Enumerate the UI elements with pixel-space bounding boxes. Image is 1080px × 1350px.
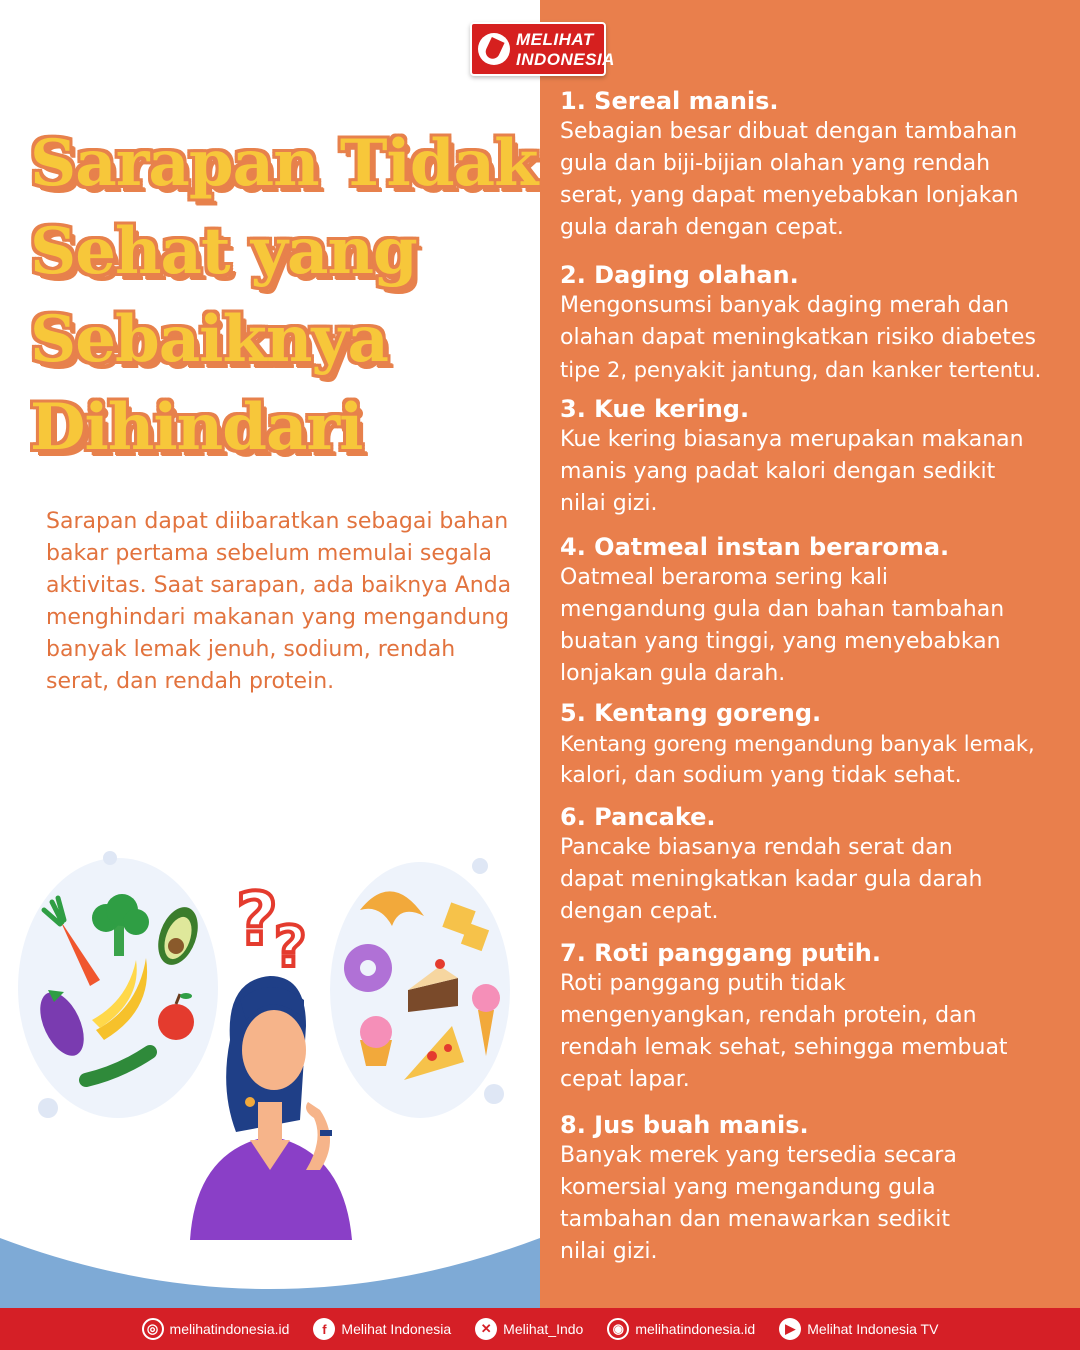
item-title: 2. Daging olahan. (560, 261, 799, 289)
item-line: gula darah dengan cepat. (560, 215, 844, 240)
item-line: mengandung gula dan bahan tambahan (560, 597, 1005, 622)
social-link-facebook[interactable] (313, 1318, 451, 1340)
item-title: 5. Kentang goreng. (560, 699, 822, 727)
globe-icon: ◎ (142, 1318, 164, 1340)
item-line: tipe 2, penyakit jantung, dan kanker tertentu. (560, 358, 1042, 382)
item-line: Kentang goreng mengandung banyak lemak, (560, 732, 1035, 756)
item-description (560, 832, 1075, 928)
social-label: melihatindonesia.id (635, 1321, 756, 1337)
item-title: 3. Kue kering. (560, 395, 750, 423)
list-item (560, 1110, 1075, 1268)
instagram-icon: ◉ (607, 1318, 629, 1340)
social-label: Melihat Indonesia (341, 1321, 452, 1337)
item-title: 4. Oatmeal instan beraroma. (560, 533, 950, 561)
title-line-4: Dihindari (30, 390, 363, 465)
right-panel (540, 0, 1080, 1308)
item-line: lonjakan gula darah. (560, 661, 786, 686)
table-surface (0, 1238, 540, 1308)
social-label: Melihat_Indo (503, 1321, 584, 1337)
item-title: 8. Jus buah manis. (560, 1111, 809, 1139)
item-description (560, 562, 1075, 690)
item-title: 7. Roti panggang putih. (560, 939, 881, 967)
social-label: melihatindonesia.id (169, 1321, 290, 1337)
list-item (560, 938, 1075, 1096)
item-line: manis yang padat kalori dengan sedikit (560, 459, 996, 484)
item-line: rendah lemak sehat, sehingga membuat (560, 1035, 1008, 1060)
logo-text-line-2: INDONESIA (516, 50, 615, 69)
item-description (560, 116, 1075, 244)
item-line: Mengonsumsi banyak daging merah dan (560, 293, 1010, 318)
social-link-youtube[interactable] (779, 1318, 938, 1340)
item-line: Banyak merek yang tersedia secara (560, 1143, 957, 1168)
facebook-icon: f (313, 1318, 335, 1340)
item-line: dapat meningkatkan kadar gula darah (560, 867, 983, 892)
list-item (560, 86, 1075, 244)
cupcake-icon (360, 1016, 392, 1066)
social-link-instagram[interactable] (607, 1318, 755, 1340)
item-description (560, 290, 1075, 386)
item-line: kalori, dan sodium yang tidak sehat. (560, 763, 962, 788)
social-link-x[interactable] (475, 1318, 583, 1340)
item-line: cepat lapar. (560, 1067, 690, 1092)
item-line: Oatmeal beraroma sering kali (560, 565, 889, 590)
item-line: buatan yang tinggi, yang menyebabkan (560, 629, 1001, 654)
list-item (560, 260, 1075, 386)
list-item (560, 802, 1075, 928)
item-description (560, 968, 1075, 1096)
item-line: komersial yang mengandung gula (560, 1175, 936, 1200)
social-footer (0, 1308, 1080, 1350)
woman-thinking-food-illustration (0, 840, 540, 1308)
title-line-2: Sehat yang (30, 214, 417, 289)
item-line: serat, yang dapat menyebabkan lonjakan (560, 183, 1019, 208)
social-label: Melihat Indonesia TV (807, 1321, 939, 1337)
neck (258, 1102, 282, 1142)
face (242, 1010, 306, 1090)
item-line: tambahan dan menawarkan sedikit (560, 1207, 950, 1232)
question-mark-1: ? (236, 877, 278, 961)
item-line: dengan cepat. (560, 899, 719, 924)
brand-logo (470, 22, 615, 76)
item-line: olahan dapat meningkatkan risiko diabetes (560, 325, 1036, 350)
item-line: Roti panggang putih tidak (560, 971, 846, 996)
list-item (560, 698, 1075, 792)
title-line-3: Sebaiknya (30, 302, 388, 377)
x-icon: ✕ (475, 1318, 497, 1340)
item-title: 1. Sereal manis. (560, 87, 779, 115)
social-link-website[interactable] (142, 1318, 290, 1340)
list-item (560, 394, 1075, 520)
item-line: Pancake biasanya rendah serat dan (560, 835, 953, 860)
item-line: Sebagian besar dibuat dengan tambahan (560, 119, 1018, 144)
logo-text-line-1: MELIHAT (516, 30, 594, 49)
item-line: nilai gizi. (560, 1239, 658, 1264)
title-line-1: Sarapan Tidak (30, 126, 538, 201)
item-line: nilai gizi. (560, 491, 658, 516)
list-item (560, 532, 1075, 690)
item-line: gula dan biji-bijian olahan yang rendah (560, 151, 991, 176)
item-description (560, 728, 1075, 792)
item-line: mengenyangkan, rendah protein, dan (560, 1003, 977, 1028)
item-description (560, 1140, 1075, 1268)
item-description (560, 424, 1075, 520)
youtube-icon: ▶ (779, 1318, 801, 1340)
pen-logo-icon (478, 33, 510, 65)
donut-icon (344, 944, 392, 992)
page-title (30, 120, 538, 472)
item-line: Kue kering biasanya merupakan makanan (560, 427, 1024, 452)
intro-paragraph: Sarapan dapat diibaratkan sebagai bahan bakar pertama sebelum memulai segala aktivitas. Saat sarapan, ada baiknya Anda menghindari makanan yang mengandung banyak lemak jenuh, sodium, rendah serat, dan rendah protein. (46, 509, 512, 694)
item-title: 6. Pancake. (560, 803, 716, 831)
question-mark-2: ? (274, 915, 307, 980)
left-panel (0, 0, 540, 1308)
